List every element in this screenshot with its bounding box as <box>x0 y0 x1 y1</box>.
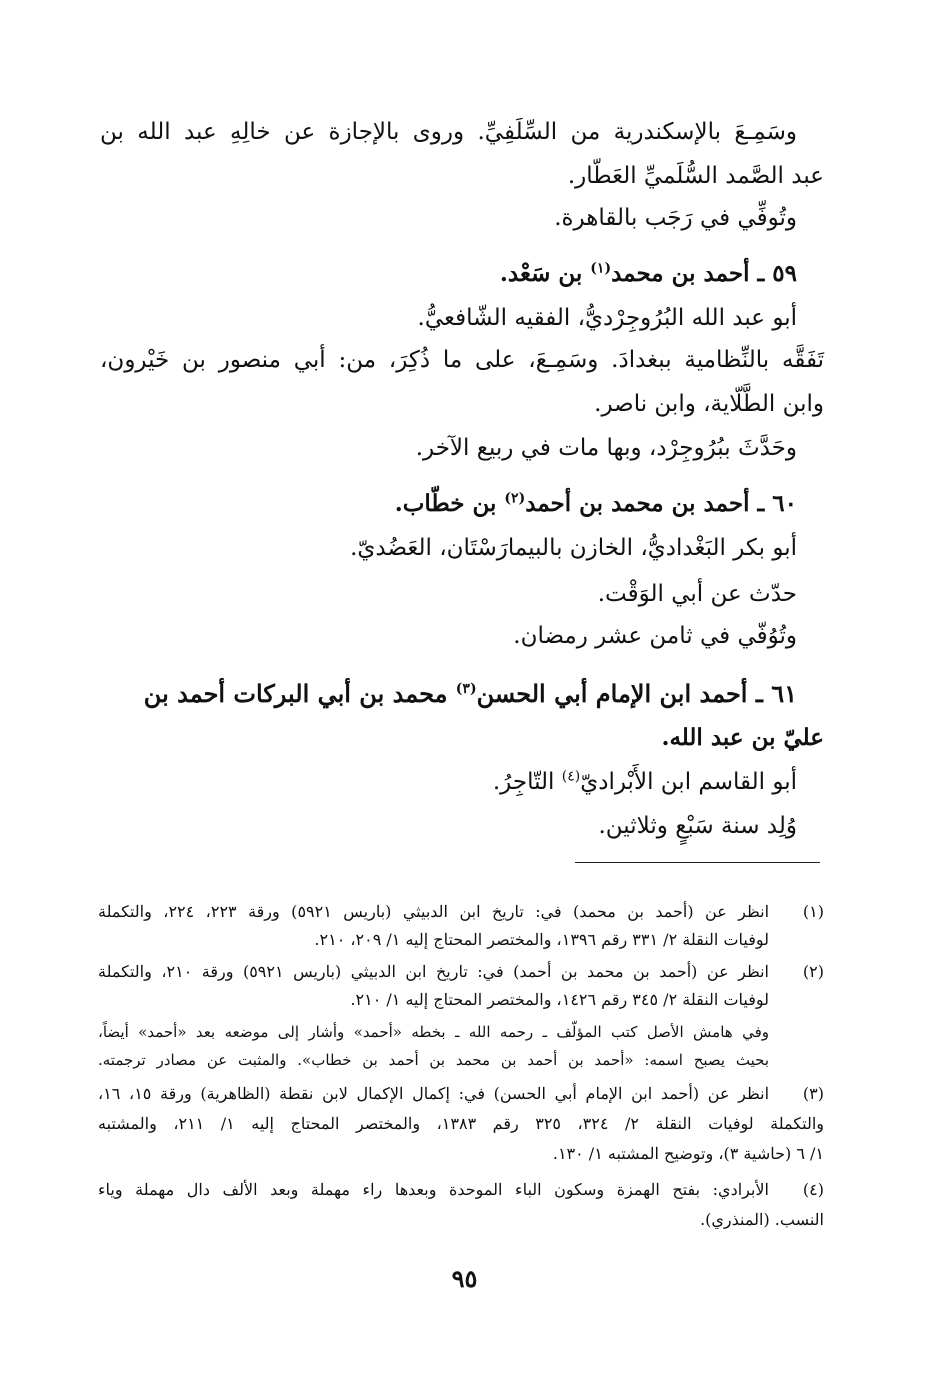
body-line: عبد الصَّمد السُّلَميِّ العَطّار. <box>567 163 824 189</box>
footnote-line: لوفيات النقلة ٢/ ٣٣١ رقم ١٣٩٦، والمختصر المحتاج إليه ١/ ٢٠٩، ٢١٠. <box>314 930 769 949</box>
entry-59-title: ٥٩ ـ أحمد بن محمد <box>611 260 797 287</box>
entry-59-title-rest: بن سَعْد. <box>499 260 583 287</box>
footnote-ref-1[interactable]: (١) <box>590 260 612 277</box>
body-line: أبو عبد الله البُرُوجِرْديُّ، الفقيه الشّافعيُّ. <box>417 305 797 331</box>
body-line <box>100 762 797 802</box>
body-line: وُلِد سنة سَبْعٍ وثلاثين. <box>598 813 797 839</box>
entry-61-title: ٦١ ـ أحمد ابن الإمام أبي الحسن <box>476 679 797 708</box>
footnote-line: انظر عن (أحمد بن محمد بن أحمد) في: تاريخ ابن الدبيثي (باريس ٥٩٢١) ورقة ٢١٠، والتكملة <box>98 962 769 981</box>
footnote-line: انظر عن (أحمد ابن الإمام أبي الحسن) في: إكمال الإكمال لابن نقطة (الظاهرية) ورقة ١٥، ١٦، <box>98 1084 770 1103</box>
footnote-line: انظر عن (أحمد بن محمد) في: تاريخ ابن الدبيثي (باريس ٥٩٢١) ورقة ٢٢٣، ٢٢٤، والتكملة <box>98 902 770 921</box>
body-line: وتُوفِّي في رَجَب بالقاهرة. <box>554 205 797 231</box>
entry-61-title-rest: محمد بن أبي البركات أحمد بن <box>143 679 448 708</box>
footnote-number: (٣) <box>802 1084 824 1103</box>
body-line-text: التّاجِرُ. <box>492 769 555 795</box>
footnote-ref-4[interactable]: (٤) <box>561 768 581 785</box>
footnote-line: النسب. (المنذري). <box>700 1210 824 1229</box>
entry-60-title: ٦٠ ـ أحمد بن محمد بن أحمد <box>525 490 797 517</box>
footnote-number: (٤) <box>802 1180 824 1199</box>
entry-60-heading <box>100 484 797 524</box>
footnote-ref-3[interactable]: (٣) <box>455 681 477 697</box>
body-line: حدّث عن أبي الوَقْت. <box>597 581 797 607</box>
entry-60-title-rest: بن خطّاب. <box>394 490 497 517</box>
body-line <box>100 340 824 380</box>
body-line-text: وسَمِـعَ بالإسكندرية من السِّلَفِيِّ. وروى بالإجازة عن خالِهِ عبد الله بن <box>100 119 797 145</box>
footnote-line: الأبرادي: بفتح الهمزة وسكون الباء الموحدة وبعدها راء مهملة وبعد الألف دال مهملة وياء <box>98 1180 769 1199</box>
entry-61-heading-cont: عليّ بن عبد الله. <box>661 724 824 751</box>
body-line <box>100 112 797 152</box>
page-number: ٩٥ <box>451 1264 478 1293</box>
footnote-line: والتكملة لوفيات النقلة ٢/ ٣٢٤، ٣٢٥ رقم ١٣٨٣، والمختصر المحتاج إليه ١/ ٢١١، والمشتبه <box>98 1114 825 1133</box>
body-line-text: تَفَقَّه بالنِّظامية ببغدادَ. وسَمِـعَ، على ما ذُكِرَ، من: أبي منصور بن خَيْرون، <box>100 347 824 373</box>
footnote-line: وفي هامش الأصل كتب المؤلّف ـ رحمه الله ـ بخطه «أحمد» وأشار إلى موضعه بعد «أحمد» أيضاً، <box>98 1023 769 1041</box>
footnote-ref-2[interactable]: (٢) <box>504 490 526 507</box>
footnote-line: لوفيات النقلة ٢/ ٣٤٥ رقم ١٤٢٦، والمختصر المحتاج إليه ١/ ٢١٠. <box>350 990 769 1009</box>
body-line-text: أبو القاسم ابن الأَبْراديّ <box>580 769 797 795</box>
footnote-number: (١) <box>802 902 824 921</box>
body-line: وتُوُفّي في ثامن عشر رمضان. <box>513 623 797 649</box>
footnote-number: (٢) <box>802 962 824 981</box>
footnote-separator <box>575 862 820 863</box>
entry-61-heading <box>100 674 797 714</box>
body-line: أبو بكر البَغْداديُّ، الخازن بالبيمارَسْتَان، العَضُديّ. <box>350 535 797 561</box>
body-line: وابن الطَّلّاية، وابن ناصر. <box>594 391 824 417</box>
footnote-line: بحيث يصبح اسمه: «أحمد بن أحمد بن محمد بن أحمد بن خطاب». والمثبت عن مصادر ترجمته. <box>98 1051 769 1069</box>
footnote-line: ١/ ٦ (حاشية ٣)، وتوضيح المشتبه ١/ ١٣٠. <box>552 1144 824 1163</box>
entry-59-heading <box>100 254 797 294</box>
body-line: وحَدَّثَ ببُرُوجِرْد، وبها مات في ربيع الآخر. <box>415 435 797 461</box>
